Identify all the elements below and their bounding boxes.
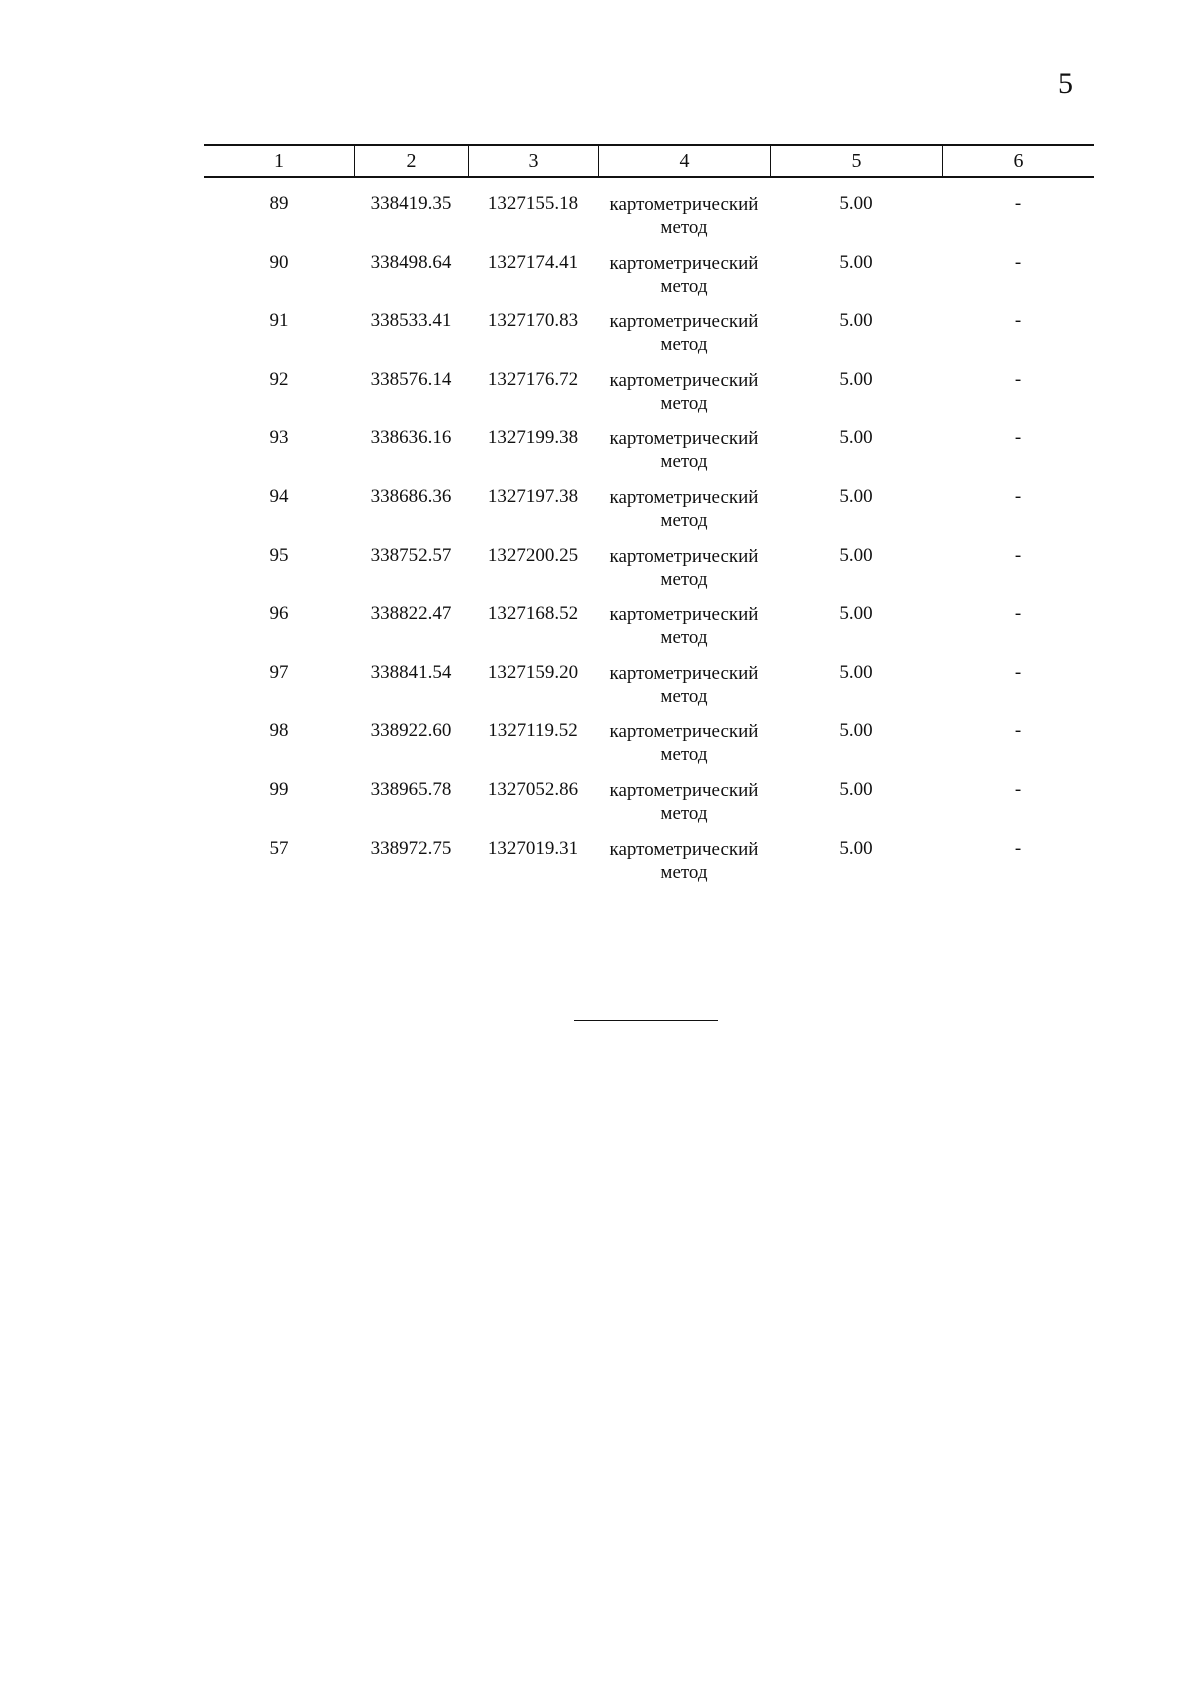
point-number-cell: 91 — [269, 310, 289, 332]
y-coordinate-cell: 1327168.52 — [487, 603, 579, 625]
end-of-document-rule — [574, 1020, 718, 1021]
description-cell: - — [1014, 368, 1022, 390]
method-cell — [598, 251, 770, 310]
column-header-4: 4 — [598, 146, 770, 176]
method-line-2: метод — [660, 217, 708, 238]
method-line-2: метод — [660, 392, 708, 414]
table-row — [204, 426, 1094, 485]
description-cell: - — [1014, 193, 1022, 214]
table-row — [204, 544, 1094, 603]
method-line-1: картометрический — [609, 311, 759, 333]
y-coordinate-cell: 1327197.38 — [487, 485, 579, 507]
method-line-1: картометрический — [609, 369, 759, 391]
method-line-2: метод — [660, 627, 708, 649]
accuracy-cell: 5.00 — [839, 778, 873, 800]
point-number-cell: 92 — [269, 368, 289, 390]
table-body — [204, 178, 1094, 895]
table-row — [204, 368, 1094, 427]
table-row — [204, 661, 1094, 720]
x-coordinate-cell: 338841.54 — [370, 661, 452, 683]
point-number-cell: 95 — [269, 544, 289, 566]
column-header-6: 6 — [942, 146, 1094, 176]
x-coordinate-cell: 338498.64 — [370, 251, 452, 273]
y-coordinate-cell: 1327200.25 — [487, 544, 579, 566]
y-coordinate-cell: 1327119.52 — [488, 720, 578, 742]
method-line-1: картометрический — [609, 604, 759, 626]
point-number-cell: 99 — [269, 778, 289, 800]
accuracy-cell: 5.00 — [839, 720, 873, 742]
description-cell: - — [1014, 661, 1022, 683]
x-coordinate-cell: 338533.41 — [370, 310, 452, 332]
description-cell: - — [1014, 778, 1022, 800]
method-cell — [598, 837, 770, 896]
y-coordinate-cell: 1327019.31 — [487, 837, 579, 859]
point-number-cell: 96 — [269, 603, 289, 625]
table-row — [204, 719, 1094, 778]
point-number-cell: 98 — [269, 720, 289, 742]
description-cell: - — [1014, 310, 1022, 332]
x-coordinate-cell: 338965.78 — [370, 778, 452, 800]
description-cell: - — [1014, 720, 1022, 742]
table-row — [204, 309, 1094, 368]
description-cell: - — [1014, 251, 1022, 273]
table-row — [204, 602, 1094, 661]
method-line-1: картометрический — [609, 194, 759, 215]
method-cell — [598, 719, 770, 778]
y-coordinate-cell: 1327170.83 — [487, 310, 579, 332]
table-row — [204, 837, 1094, 896]
method-cell — [598, 192, 770, 251]
description-cell: - — [1014, 485, 1022, 507]
x-coordinate-cell: 338636.16 — [370, 427, 452, 449]
description-cell: - — [1014, 544, 1022, 566]
accuracy-cell: 5.00 — [839, 603, 873, 625]
method-line-2: метод — [660, 744, 708, 766]
coordinates-table — [204, 144, 1094, 895]
method-cell — [598, 368, 770, 427]
page-number: 5 — [1058, 67, 1073, 100]
y-coordinate-cell: 1327159.20 — [487, 661, 579, 683]
point-number-cell: 89 — [269, 193, 289, 214]
column-header-2: 2 — [354, 146, 468, 176]
method-line-1: картометрический — [609, 721, 759, 743]
table-row — [204, 485, 1094, 544]
method-line-1: картометрический — [609, 428, 759, 450]
x-coordinate-cell: 338822.47 — [370, 603, 452, 625]
method-line-1: картометрический — [609, 779, 759, 801]
method-line-1: картометрический — [609, 486, 759, 508]
method-line-2: метод — [660, 861, 708, 883]
method-cell — [598, 602, 770, 661]
accuracy-cell: 5.00 — [839, 661, 873, 683]
description-cell: - — [1014, 837, 1022, 859]
x-coordinate-cell: 338576.14 — [370, 368, 452, 390]
accuracy-cell: 5.00 — [839, 544, 873, 566]
description-cell: - — [1014, 427, 1022, 449]
y-coordinate-cell: 1327052.86 — [487, 778, 579, 800]
method-line-2: метод — [660, 275, 708, 297]
method-cell — [598, 426, 770, 485]
table-header-row — [204, 144, 1094, 178]
method-cell — [598, 544, 770, 603]
point-number-cell: 94 — [269, 485, 289, 507]
method-line-2: метод — [660, 685, 708, 707]
column-header-3: 3 — [468, 146, 598, 176]
x-coordinate-cell: 338752.57 — [370, 544, 452, 566]
point-number-cell: 90 — [269, 251, 289, 273]
method-line-1: картометрический — [609, 252, 759, 274]
accuracy-cell: 5.00 — [839, 368, 873, 390]
point-number-cell: 57 — [269, 837, 289, 859]
x-coordinate-cell: 338419.35 — [370, 193, 452, 214]
x-coordinate-cell: 338922.60 — [370, 720, 452, 742]
method-line-2: метод — [660, 802, 708, 824]
accuracy-cell: 5.00 — [839, 193, 873, 214]
method-cell — [598, 485, 770, 544]
point-number-cell: 93 — [269, 427, 289, 449]
method-line-1: картометрический — [609, 545, 759, 567]
method-line-1: картометрический — [609, 838, 759, 860]
method-cell — [598, 661, 770, 720]
method-line-2: метод — [660, 568, 708, 590]
x-coordinate-cell: 338972.75 — [370, 837, 452, 859]
table-row — [204, 251, 1094, 310]
y-coordinate-cell: 1327199.38 — [487, 427, 579, 449]
method-cell — [598, 778, 770, 837]
y-coordinate-cell: 1327174.41 — [487, 251, 579, 273]
point-number-cell: 97 — [269, 661, 289, 683]
description-cell: - — [1014, 603, 1022, 625]
x-coordinate-cell: 338686.36 — [370, 485, 452, 507]
method-cell — [598, 309, 770, 368]
accuracy-cell: 5.00 — [839, 837, 873, 859]
accuracy-cell: 5.00 — [839, 310, 873, 332]
table-row — [204, 192, 1094, 251]
method-line-1: картометрический — [609, 662, 759, 684]
column-header-5: 5 — [770, 146, 942, 176]
column-header-1: 1 — [274, 150, 284, 172]
accuracy-cell: 5.00 — [839, 427, 873, 449]
table-row — [204, 778, 1094, 837]
y-coordinate-cell: 1327176.72 — [487, 368, 579, 390]
method-line-2: метод — [660, 451, 708, 473]
method-line-2: метод — [660, 334, 708, 356]
accuracy-cell: 5.00 — [839, 485, 873, 507]
method-line-2: метод — [660, 509, 708, 531]
accuracy-cell: 5.00 — [839, 251, 873, 273]
y-coordinate-cell: 1327155.18 — [487, 193, 579, 214]
